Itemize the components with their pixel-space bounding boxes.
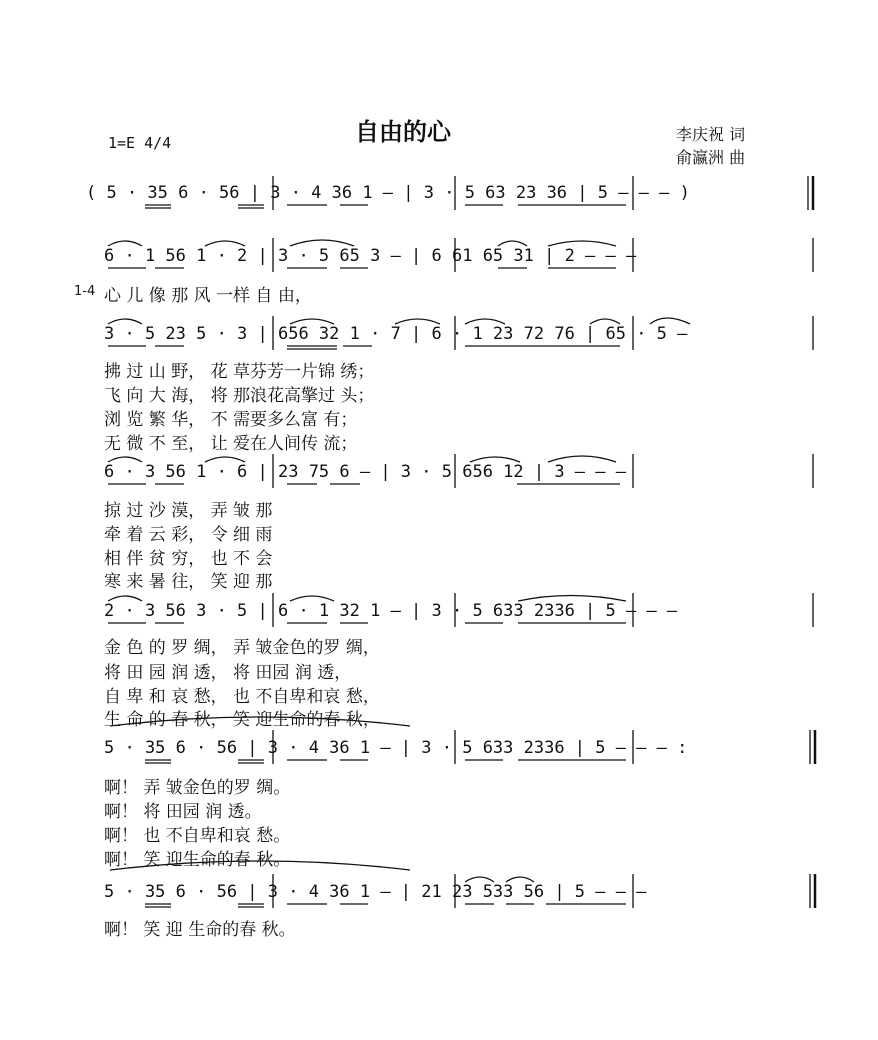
lyric-line: 啊！ 笑 迎生命的春 秋。 [104,850,291,870]
score-row-5: 2 · 3 56 3 · 5 | 6 · 1 32 1 — | 3 · 5 633 2336 | 5 — — — [104,601,678,621]
lyric-line: 掠 过 沙 漠， 弄 皱 那 [104,501,273,521]
lyric-line: 浏 览 繁 华， 不 需要多么富 有； [104,410,358,430]
song-title: 自由的心 [355,118,451,146]
key-signature: 1=E 4/4 [108,134,172,152]
lyric-line: 拂 过 山 野， 花 草芬芳一片锦 绣； [104,362,375,382]
lyric-line: 啊！ 也 不自卑和哀 愁。 [104,826,291,846]
lyric-line: 生 命 的 春 秋， 笑 迎生命的春 秋， [104,710,380,730]
score-row-7: 5 · 35 6 · 56 | 3 · 4 36 1 — | 21 23 533 56 | 5 — — — [104,882,647,902]
lyric-line: 将 田 园 润 透， 将 田园 润 透， [104,663,352,683]
verse-label: 1-4 [74,284,96,299]
lyric-line: 寒 来 暑 往， 笑 迎 那 [104,572,273,592]
lyric-line: 无 微 不 至， 让 爱在人间传 流； [104,434,358,454]
lyricist-credit: 李庆祝 词 [676,125,746,144]
lyric-line: 啊！ 笑 迎 生命的春 秋。 [104,920,296,940]
lyric-line: 相 伴 贫 穷， 也 不 会 [104,549,273,569]
lyric-line: 心 儿 像 那 风 一样 自 由， [104,286,312,306]
lyric-line: 啊！ 弄 皱金色的罗 绸。 [104,778,291,798]
lyric-line: 啊！ 将 田园 润 透。 [104,802,262,822]
lyric-line: 自 卑 和 哀 愁， 也 不自卑和哀 愁， [104,687,380,707]
score-row-3: 3 · 5 23 5 · 3 | 656 32 1 · 7 | 6 · 1 23 72 76 | 65 · 5 — [104,324,688,344]
lyric-line: 牵 着 云 彩， 令 细 雨 [104,525,273,545]
score-row-2: 6 · 1 56 1 · 2 | 3 · 5 65 3 — | 6 61 65 31 | 2 — — — [104,246,637,266]
composer-credit: 俞瀛洲 曲 [676,148,746,167]
lyric-line: 金 色 的 罗 绸， 弄 皱金色的罗 绸， [104,638,380,658]
score-row-6: 5 · 35 6 · 56 | 3 · 4 36 1 — | 3 · 5 633 2336 | 5 — — — : [104,738,688,758]
lyric-line: 飞 向 大 海， 将 那浪花高擎过 头； [104,386,375,406]
score-row-4: 6 · 3 56 1 · 6 | 23 75 6 — | 3 · 5 656 12 | 3 — — — [104,462,626,482]
score-row-1: ( 5 · 35 6 · 56 | 3 · 4 36 1 — | 3 · 5 63 23 36 | 5 — — — ) [86,183,690,203]
